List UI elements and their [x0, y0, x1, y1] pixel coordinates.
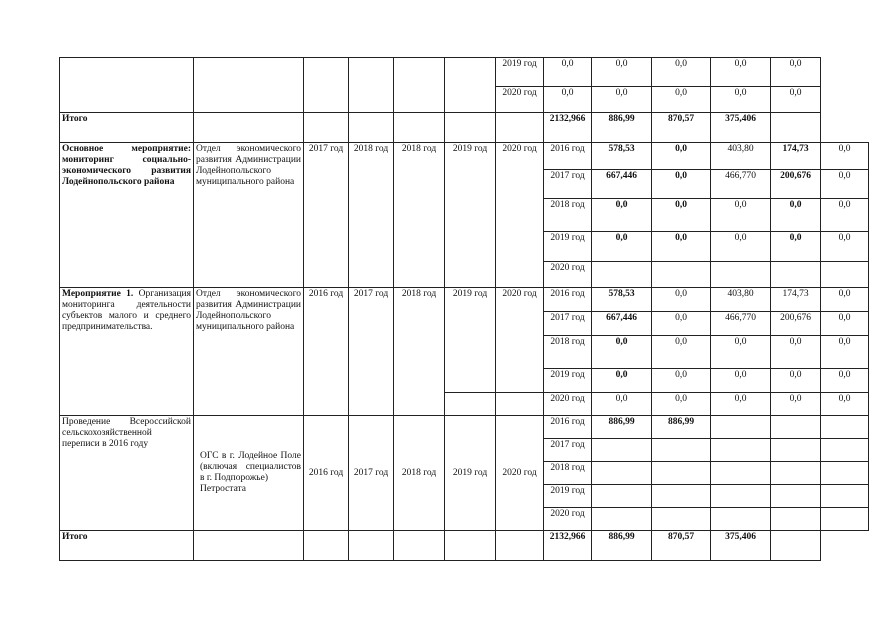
value-cell: 0,0: [711, 393, 771, 416]
value-cell: 0,0: [544, 87, 592, 113]
value-cell: 578,53: [592, 143, 652, 170]
value-cell: 0,0: [821, 170, 869, 199]
value-cell: 0,0: [652, 288, 711, 312]
year-cell: 2019 год: [544, 232, 592, 262]
value-cell: [711, 416, 771, 439]
start-year: 2016 год: [304, 288, 349, 416]
value-cell: 0,0: [592, 199, 652, 232]
value-cell: 0,0: [771, 232, 821, 262]
value-cell: 0,0: [652, 393, 711, 416]
value-cell: [711, 262, 771, 288]
year-cell: 2017 год: [544, 439, 592, 462]
value-cell: 403,80: [711, 288, 771, 312]
value-cell: 0,0: [771, 393, 821, 416]
year-cell: 2016 год: [544, 143, 592, 170]
value-cell: 0,0: [821, 336, 869, 369]
value-cell: 0,0: [771, 58, 821, 87]
end-year: 2017 год: [349, 288, 394, 416]
value-cell: 0,0: [771, 336, 821, 369]
year-cell: 2019 год: [544, 369, 592, 393]
value-cell: [771, 485, 821, 508]
total-value: [771, 113, 821, 143]
value-cell: [771, 262, 821, 288]
value-cell: [652, 439, 711, 462]
value-cell: 886,99: [592, 416, 652, 439]
value-cell: [652, 462, 711, 485]
total-value: 870,57: [652, 113, 711, 143]
value-cell: [592, 485, 652, 508]
value-cell: 403,80: [711, 143, 771, 170]
year-cell: 2019 год: [496, 58, 544, 87]
value-cell: 0,0: [711, 336, 771, 369]
value-cell: 200,676: [771, 170, 821, 199]
table-row: [60, 58, 869, 87]
value-cell: 466,770: [711, 170, 771, 199]
value-cell: [592, 262, 652, 288]
total-value: 870,57: [652, 531, 711, 561]
blank-cell: [445, 393, 496, 416]
budget-table: [59, 57, 869, 561]
executor-cell: Отдел экономического развития Администрации Лодейнопольского муниципального района: [194, 288, 304, 416]
year-cell: 2020 год: [544, 508, 592, 531]
value-cell: 0,0: [652, 369, 711, 393]
value-cell: 0,0: [821, 288, 869, 312]
value-cell: 0,0: [821, 369, 869, 393]
table-row: [60, 416, 869, 439]
value-cell: [592, 462, 652, 485]
year-cell: 2018 год: [544, 199, 592, 232]
census-name: Проведение Всероссийской сельскохозяйственной переписи в 2016 году: [60, 416, 194, 531]
year-cell: 2020 год: [544, 262, 592, 288]
value-cell: 0,0: [711, 87, 771, 113]
value-cell: 0,0: [592, 232, 652, 262]
start-year: 2017 год: [304, 143, 349, 288]
value-cell: [592, 508, 652, 531]
year-cell: 2016 год: [544, 288, 592, 312]
year-col-7: 2020 год: [496, 416, 544, 531]
end-year: 2018 год: [349, 143, 394, 288]
blank-cell: [496, 393, 544, 416]
value-cell: 0,0: [821, 143, 869, 170]
year-col-7: 2020 год: [496, 143, 544, 288]
total-value: 886,99: [592, 531, 652, 561]
event1-name: [60, 288, 194, 416]
value-cell: [821, 416, 869, 439]
event-title: Организация мониторинга деятельности субъектов малого и среднего предпринимательства.: [62, 289, 191, 332]
executor-line: ОГС в г. Лодейное Поле (включая специалистов в г. Подпорожье): [200, 451, 301, 483]
year-col-6: 2019 год: [445, 288, 496, 393]
start-year: 2016 год: [304, 416, 349, 531]
value-cell: 0,0: [771, 87, 821, 113]
value-cell: 0,0: [592, 393, 652, 416]
value-cell: 0,0: [652, 199, 711, 232]
value-cell: [821, 485, 869, 508]
value-cell: [711, 439, 771, 462]
value-cell: 0,0: [821, 199, 869, 232]
value-cell: 0,0: [652, 170, 711, 199]
value-cell: 0,0: [771, 199, 821, 232]
end-year: 2017 год: [349, 416, 394, 531]
value-cell: [711, 485, 771, 508]
value-cell: 466,770: [711, 312, 771, 336]
table-row: [60, 288, 869, 312]
value-cell: [821, 262, 869, 288]
year-cell: 2020 год: [496, 87, 544, 113]
value-cell: 0,0: [821, 232, 869, 262]
value-cell: 0,0: [711, 232, 771, 262]
year-col-5: 2018 год: [394, 143, 445, 288]
value-cell: 0,0: [771, 369, 821, 393]
total-label: Итого: [60, 531, 194, 561]
blank-cell: [349, 531, 394, 561]
blank-cell: [194, 531, 304, 561]
total-value: 886,99: [592, 113, 652, 143]
main_event-name: Основное мероприятие: мониторинг социально-экономического развития Лодейнопольского района: [60, 143, 194, 288]
value-cell: [821, 508, 869, 531]
value-cell: [771, 416, 821, 439]
value-cell: 0,0: [592, 336, 652, 369]
blank-cell: [445, 531, 496, 561]
blank-cell: [394, 531, 445, 561]
event-number: Мероприятие 1.: [62, 289, 134, 299]
year-cell: 2017 год: [544, 312, 592, 336]
value-cell: [652, 262, 711, 288]
year-col-5: 2018 год: [394, 416, 445, 531]
year-col-6: 2019 год: [445, 143, 496, 288]
total-value: [771, 531, 821, 561]
total-label: Итого: [60, 113, 194, 143]
value-cell: 667,446: [592, 312, 652, 336]
value-cell: [821, 462, 869, 485]
blank-cell: [304, 531, 349, 561]
value-cell: 200,676: [771, 312, 821, 336]
table-row: [60, 143, 869, 170]
blank-cell: [496, 531, 544, 561]
total-value: 375,406: [711, 113, 771, 143]
value-cell: 0,0: [592, 87, 652, 113]
total-row: [60, 113, 869, 143]
value-cell: 0,0: [711, 58, 771, 87]
value-cell: [652, 508, 711, 531]
year-col-6: 2019 год: [445, 416, 496, 531]
year-cell: 2017 год: [544, 170, 592, 199]
value-cell: [771, 462, 821, 485]
value-cell: 0,0: [652, 336, 711, 369]
value-cell: 0,0: [652, 232, 711, 262]
value-cell: 0,0: [652, 312, 711, 336]
value-cell: 0,0: [821, 312, 869, 336]
value-cell: 0,0: [652, 58, 711, 87]
value-cell: 174,73: [771, 143, 821, 170]
total-value: 2132,966: [544, 113, 592, 143]
value-cell: 0,0: [592, 58, 652, 87]
total-row: [60, 531, 869, 561]
value-cell: 667,446: [592, 170, 652, 199]
value-cell: [771, 439, 821, 462]
value-cell: 886,99: [652, 416, 711, 439]
value-cell: 0,0: [652, 87, 711, 113]
executor-cell: Отдел экономического развития Администрации Лодейнопольского муниципального района: [194, 143, 304, 288]
value-cell: [821, 439, 869, 462]
value-cell: 578,53: [592, 288, 652, 312]
value-cell: 0,0: [711, 199, 771, 232]
year-cell: 2018 год: [544, 462, 592, 485]
value-cell: [652, 485, 711, 508]
value-cell: 0,0: [711, 369, 771, 393]
year-cell: 2016 год: [544, 416, 592, 439]
year-col-7: 2020 год: [496, 288, 544, 393]
value-cell: [592, 439, 652, 462]
value-cell: [711, 462, 771, 485]
year-cell: 2020 год: [544, 393, 592, 416]
year-cell: 2019 год: [544, 485, 592, 508]
value-cell: 0,0: [821, 393, 869, 416]
value-cell: [771, 508, 821, 531]
year-col-5: 2018 год: [394, 288, 445, 416]
value-cell: 174,73: [771, 288, 821, 312]
value-cell: 0,0: [544, 58, 592, 87]
executor-cell: [194, 416, 304, 531]
total-value: 375,406: [711, 531, 771, 561]
year-cell: 2018 год: [544, 336, 592, 369]
executor-line: Петростата: [200, 484, 247, 494]
value-cell: 0,0: [592, 369, 652, 393]
value-cell: [711, 508, 771, 531]
total-value: 2132,966: [544, 531, 592, 561]
value-cell: 0,0: [652, 143, 711, 170]
